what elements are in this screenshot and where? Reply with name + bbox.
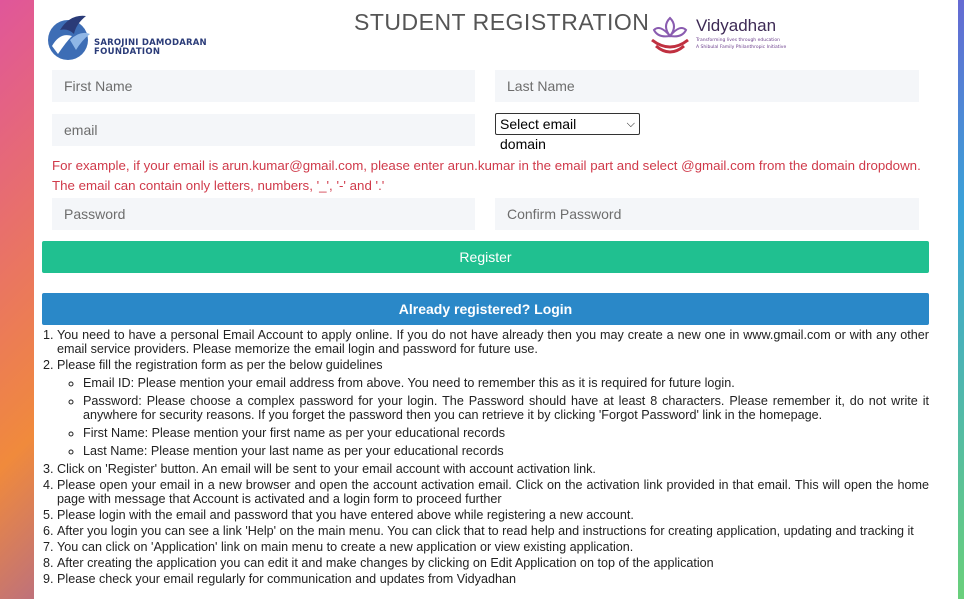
email-input[interactable]	[52, 114, 475, 146]
guidelines-list	[42, 328, 929, 588]
guideline-item: 8. After creating the application you can edit it and make changes by clicking on Edit Application on top of the application	[57, 556, 929, 570]
lotus-icon	[648, 14, 692, 58]
page-title: STUDENT REGISTRATION	[354, 9, 650, 35]
password-input[interactable]	[52, 198, 475, 230]
vidyadhan-name: Vidyadhan	[696, 16, 777, 35]
guideline-item	[57, 358, 929, 458]
guideline-item: 4. Please open your email in a new browser and open the account activation email. Click on the activation link provided in that email. This will open the home page with message that Account is activated and a login form to proceed further	[57, 478, 929, 506]
first-name-input[interactable]	[52, 70, 475, 102]
confirm-password-input[interactable]	[495, 198, 919, 230]
vidyadhan-tagline: Transforming lives through education	[696, 38, 780, 43]
guideline-subitem: ◦ Last Name: Please mention your last name as per your educational records	[83, 444, 929, 458]
registration-card	[34, 0, 958, 599]
foundation-logo-icon	[46, 10, 94, 64]
chevron-down-icon: ⌵	[626, 118, 635, 130]
guideline-item: 1. You need to have a personal Email Account to apply online. If you do not have already then you may create a new one in www.gmail.com or with any other email service providers. Please memorize the email login and password for future use.	[57, 328, 929, 356]
guideline-subitem: ◦ Password: Please choose a complex password for your login. The Password should have at least 8 characters. Please remember it, do not write it anywhere for security reasons. If you forget the password then you can retrieve it by clicking 'Forgot Password' link in the homepage.	[83, 394, 929, 422]
foundation-name-line2: FOUNDATION	[94, 47, 161, 57]
guideline-subitem: ◦ Email ID: Please mention your email address from above. You need to remember this as it is required for future login.	[83, 376, 929, 390]
foundation-name-line1: SAROJINI DAMODARAN	[94, 38, 207, 48]
vidyadhan-subtagline: A Shibulal Family Philanthropic Initiative	[696, 45, 787, 50]
guideline-item: 6. After you login you can see a link 'Help' on the main menu. You can click that to read help and instructions for creating application, updating and tracking it	[57, 524, 929, 538]
email-hint-text: For example, if your email is arun.kumar@gmail.com, please enter arun.kumar in the email part and select @gmail.com from the domain dropdown. The email can contain only letters, numbers, '_', '-' and '.'	[52, 158, 921, 193]
guideline-item-text: Please fill the registration form as per the below guidelines	[57, 358, 383, 372]
guideline-subitem: ◦ First Name: Please mention your first name as per your educational records	[83, 426, 929, 440]
login-button[interactable]: Already registered? Login	[42, 293, 929, 325]
email-domain-select[interactable]	[495, 113, 640, 152]
last-name-input[interactable]	[495, 70, 919, 102]
email-domain-select-label: Select email domain	[500, 116, 577, 152]
sarojini-damodaran-foundation-logo	[46, 10, 206, 64]
register-button[interactable]: Register	[42, 241, 929, 273]
guideline-item: 3. Click on 'Register' button. An email will be sent to your email account with account activation link.	[57, 462, 929, 476]
guideline-item: 7. You can click on 'Application' link on main menu to create a new application or view existing application.	[57, 540, 929, 554]
vidyadhan-logo	[648, 14, 798, 58]
guideline-item: 5. Please login with the email and password that you have entered above while registering a new account.	[57, 508, 929, 522]
guideline-item: 9. Please check your email regularly for communication and updates from Vidyadhan	[57, 572, 929, 586]
guideline-sublist	[57, 376, 929, 458]
